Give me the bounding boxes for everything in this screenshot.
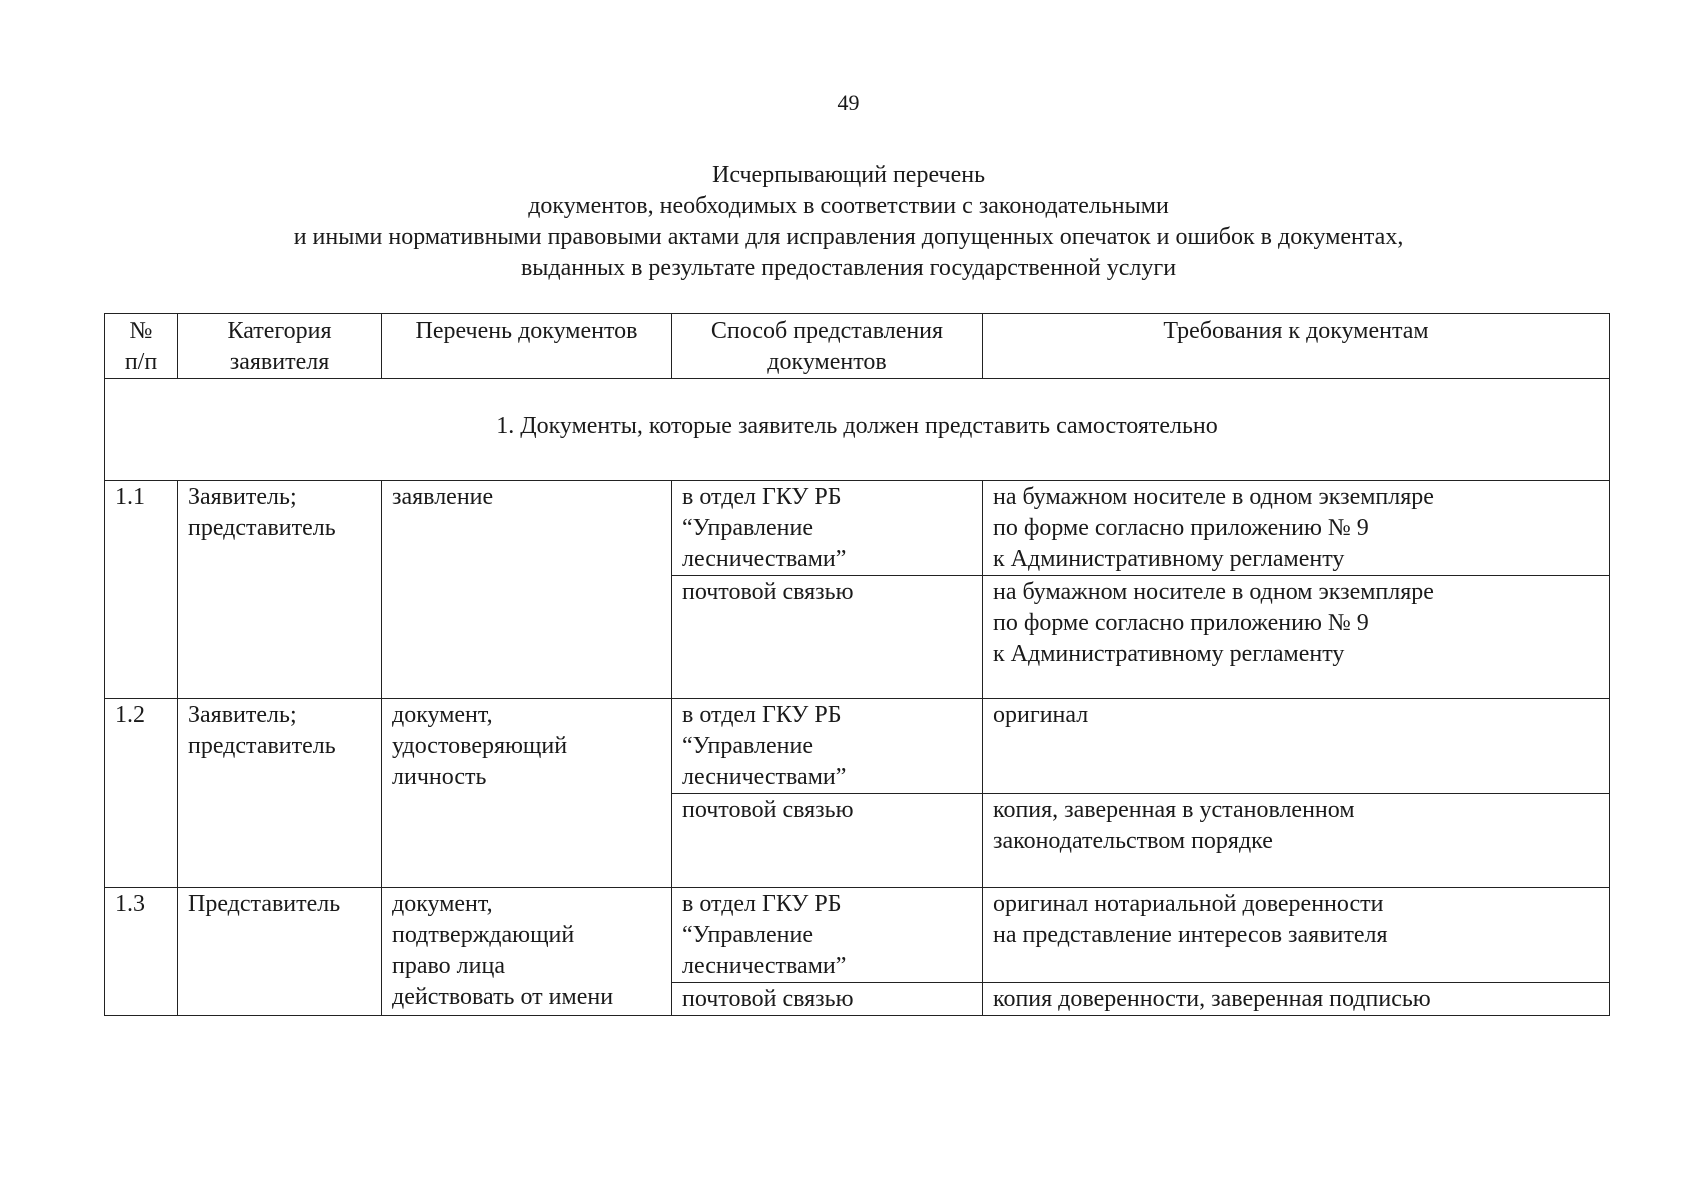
- row-category: Заявитель; представитель: [178, 481, 382, 699]
- row-number: 1.1: [105, 481, 178, 699]
- page-number: 49: [837, 90, 860, 115]
- row-method: почтовой связью: [672, 576, 983, 699]
- title-line: выданных в результате предоставления государственной услуги: [520, 255, 1177, 281]
- row-requirement: оригинал: [983, 699, 1610, 794]
- row-method: почтовой связью: [672, 794, 983, 888]
- table-row: [105, 481, 1610, 576]
- document-title: [0, 160, 1697, 284]
- row-category: Заявитель; представитель: [178, 699, 382, 888]
- table-header-row: [105, 314, 1610, 379]
- row-method: в отдел ГКУ РБ “Управление лесничествами”: [672, 888, 983, 983]
- row-requirement: на бумажном носителе в одном экземпляре по форме согласно приложению № 9 к Административному регламенту: [983, 481, 1610, 576]
- row-requirement: на бумажном носителе в одном экземпляре по форме согласно приложению № 9 к Административному регламенту: [983, 576, 1610, 699]
- title-line: и иными нормативными правовыми актами для исправления допущенных опечаток и ошибок в документах,: [293, 224, 1404, 250]
- row-document: заявление: [382, 481, 672, 699]
- row-method: в отдел ГКУ РБ “Управление лесничествами”: [672, 699, 983, 794]
- row-number: 1.3: [105, 888, 178, 1016]
- header-method: Способ представления документов: [672, 314, 983, 379]
- header-category: Категория заявителя: [178, 314, 382, 379]
- header-requirements: Требования к документам: [983, 314, 1610, 379]
- section-row: [105, 379, 1610, 481]
- title-line: Исчерпывающий перечень: [711, 162, 986, 188]
- row-document: документ, подтверждающий право лица действовать от имени: [382, 888, 672, 1016]
- documents-table: [104, 313, 1610, 1016]
- header-documents: Перечень документов: [382, 314, 672, 379]
- row-method: в отдел ГКУ РБ “Управление лесничествами”: [672, 481, 983, 576]
- section-title: 1. Документы, которые заявитель должен представить самостоятельно: [105, 379, 1610, 481]
- table-row: [105, 888, 1610, 983]
- title-line: документов, необходимых в соответствии с законодательными: [528, 193, 1169, 219]
- row-requirement: копия доверенности, заверенная подписью: [983, 983, 1610, 1016]
- row-category: Представитель: [178, 888, 382, 1016]
- header-num: № п/п: [105, 314, 178, 379]
- table-row: [105, 699, 1610, 794]
- row-requirement: оригинал нотариальной доверенности на представление интересов заявителя: [983, 888, 1610, 983]
- row-number: 1.2: [105, 699, 178, 888]
- row-method: почтовой связью: [672, 983, 983, 1016]
- row-requirement: копия, заверенная в установленном законодательством порядке: [983, 794, 1610, 888]
- row-document: документ, удостоверяющий личность: [382, 699, 672, 888]
